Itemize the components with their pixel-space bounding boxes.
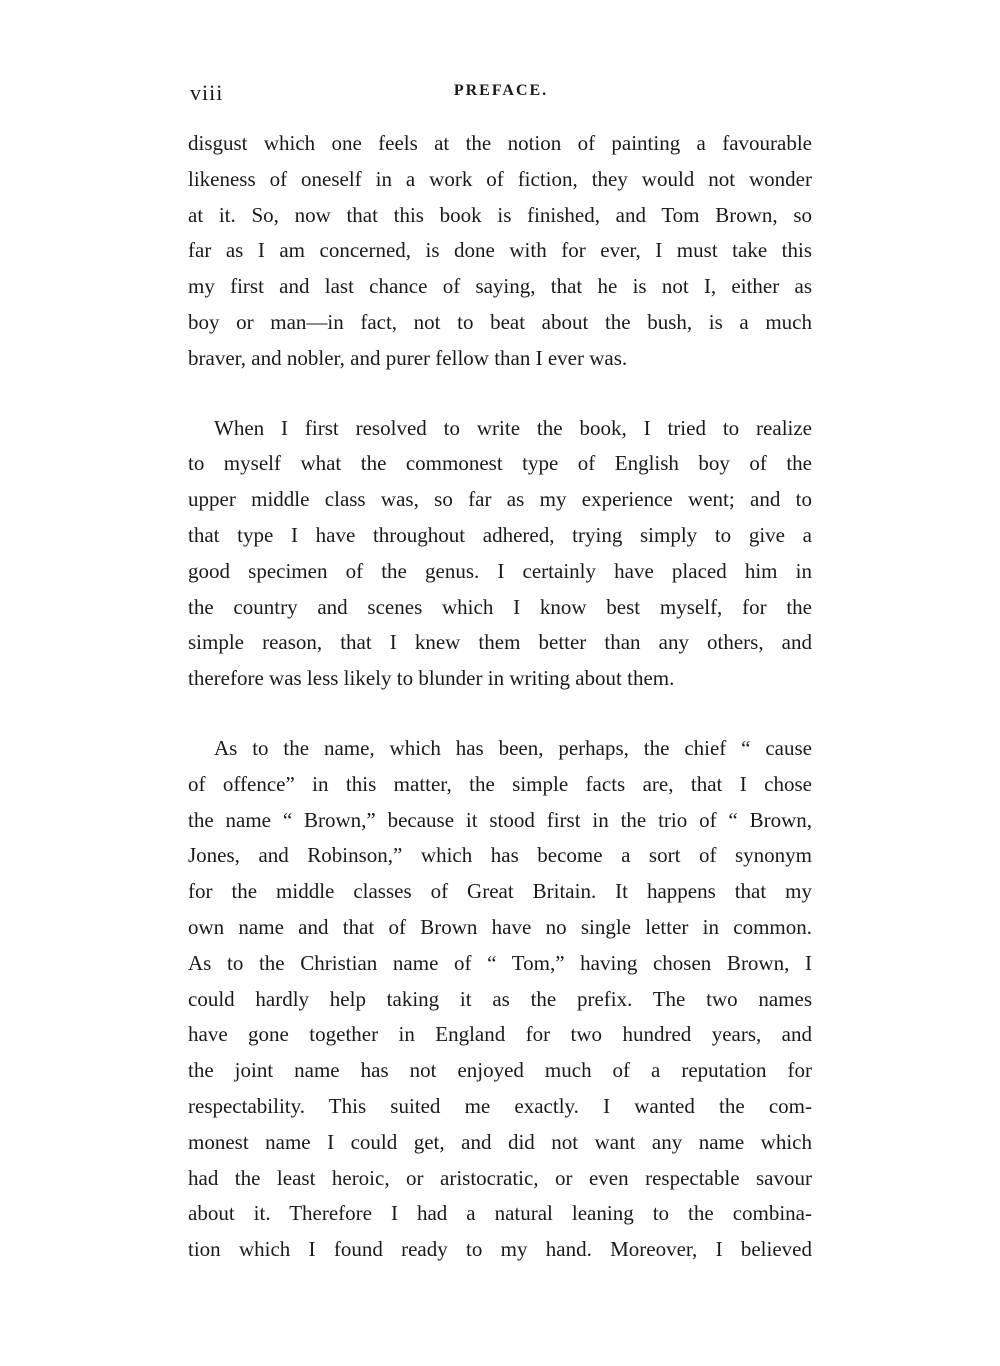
text-line: far as I am concerned, is done with for ever, I must take this <box>188 238 812 263</box>
text-line: own name and that of Brown have no single letter in common. <box>188 914 812 939</box>
text-line: simple reason, that I knew them better than any others, and <box>188 630 812 655</box>
text-line: at it. So, now that this book is finished, and Tom Brown, so <box>188 202 812 227</box>
text-line: to myself what the commonest type of English boy of the <box>188 451 812 476</box>
text-line: Jones, and Robinson,” which has become a sort of synonym <box>188 843 812 868</box>
text-line: of offence” in this matter, the simple facts are, that I chose <box>188 771 812 796</box>
text-line: likeness of oneself in a work of fiction, they would not wonder <box>188 166 812 191</box>
text-line: upper middle class was, so far as my experience went; and to <box>188 487 812 512</box>
running-head <box>190 80 812 110</box>
body-text <box>188 126 812 1268</box>
text-line: therefore was less likely to blunder in writing about them. <box>188 666 675 691</box>
text-line: had the least heroic, or aristocratic, or even respectable savour <box>188 1165 812 1190</box>
paragraph-2 <box>188 411 812 697</box>
text-line: for the middle classes of Great Britain. It happens that my <box>188 879 812 904</box>
text-line: have gone together in England for two hundred years, and <box>188 1022 812 1047</box>
text-line: my first and last chance of saying, that he is not I, either as <box>188 274 812 299</box>
text-line: tion which I found ready to my hand. Moreover, I believed <box>188 1237 812 1262</box>
text-line: As to the name, which has been, perhaps, the chief “ cause <box>214 735 812 760</box>
text-line: When I first resolved to write the book, I tried to realize <box>214 415 812 440</box>
text-line: braver, and nobler, and purer fellow than I ever was. <box>188 345 628 370</box>
text-line: that type I have throughout adhered, trying simply to give a <box>188 522 812 547</box>
text-line: the country and scenes which I know best myself, for the <box>188 594 812 619</box>
text-line: respectability. This suited me exactly. I wanted the com- <box>188 1093 812 1118</box>
text-line: about it. Therefore I had a natural leaning to the combina- <box>188 1201 812 1226</box>
text-line: disgust which one feels at the notion of painting a favourable <box>188 131 812 155</box>
text-line: could hardly help taking it as the prefix. The two names <box>188 986 812 1011</box>
text-line: As to the Christian name of “ Tom,” having chosen Brown, I <box>188 950 812 975</box>
page-number: viii <box>190 80 224 105</box>
paragraph-1 <box>188 126 812 377</box>
text-line: good specimen of the genus. I certainly have placed him in <box>188 558 812 583</box>
text-line: boy or man—in fact, not to beat about the bush, is a much <box>188 309 812 334</box>
text-line: the joint name has not enjoyed much of a reputation for <box>188 1058 812 1083</box>
text-line: monest name I could get, and did not want any name which <box>188 1129 812 1154</box>
running-title: PREFACE. <box>453 82 549 99</box>
paragraph-3 <box>188 731 812 1268</box>
text-line: the name “ Brown,” because it stood first in the trio of “ Brown, <box>188 807 812 832</box>
